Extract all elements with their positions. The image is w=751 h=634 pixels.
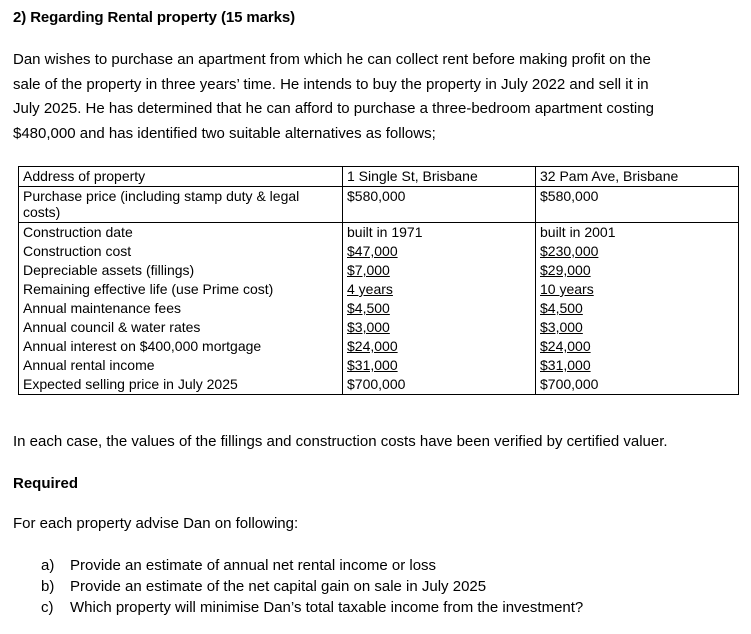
table-row xyxy=(19,375,739,395)
row-label: Purchase price (including stamp duty & legal costs) xyxy=(19,187,343,223)
property-a-value: 1 Single St, Brisbane xyxy=(343,167,536,187)
property-b-value: built in 2001 xyxy=(536,223,739,243)
table-row xyxy=(19,299,739,318)
table-row xyxy=(19,280,739,299)
intro-line: sale of the property in three years’ time. He intends to buy the property in July 2022 and sell it in xyxy=(13,75,649,93)
property-a-value: $47,000 xyxy=(347,243,398,259)
intro-line: $480,000 and has identified two suitable alternatives as follows; xyxy=(13,124,436,142)
property-a-value: $580,000 xyxy=(343,187,536,223)
row-label: Construction date xyxy=(19,223,343,243)
table-row xyxy=(19,242,739,261)
row-label: Remaining effective life (use Prime cost) xyxy=(19,280,343,299)
question-list xyxy=(41,555,583,618)
property-a-value: built in 1971 xyxy=(343,223,536,243)
property-b-value: $580,000 xyxy=(536,187,739,223)
property-b-value: $4,500 xyxy=(540,300,583,316)
table-row xyxy=(19,187,739,223)
property-a-value: $4,500 xyxy=(347,300,390,316)
property-a-value: $700,000 xyxy=(343,375,536,395)
required-heading: Required xyxy=(13,475,79,492)
property-a-value: $7,000 xyxy=(347,262,390,278)
table-row xyxy=(19,223,739,243)
property-b-value: $24,000 xyxy=(540,338,591,354)
valuation-note: In each case, the values of the fillings and construction costs have been verified by certified valuer. xyxy=(13,433,668,450)
property-comparison-table xyxy=(18,166,739,395)
list-item xyxy=(41,555,583,576)
list-marker: b) xyxy=(41,578,55,595)
property-b-value: $230,000 xyxy=(540,243,599,259)
table-row xyxy=(19,356,739,375)
property-b-value: 10 years xyxy=(540,281,594,297)
row-label: Address of property xyxy=(19,167,343,187)
row-label: Construction cost xyxy=(19,242,343,261)
property-a-value: $3,000 xyxy=(347,319,390,335)
table-row xyxy=(19,337,739,356)
question-text: Which property will minimise Dan’s total taxable income from the investment? xyxy=(70,599,584,616)
advise-instruction: For each property advise Dan on following: xyxy=(13,515,299,532)
row-label: Depreciable assets (fillings) xyxy=(19,261,343,280)
list-marker: a) xyxy=(41,557,55,574)
table-row xyxy=(19,318,739,337)
property-a-value: $24,000 xyxy=(347,338,398,354)
question-heading: 2) Regarding Rental property (15 marks) xyxy=(13,9,296,26)
list-item xyxy=(41,576,583,597)
property-b-value: $3,000 xyxy=(540,319,583,335)
row-label: Expected selling price in July 2025 xyxy=(19,375,343,395)
property-a-value: $31,000 xyxy=(347,357,398,373)
list-item xyxy=(41,597,583,618)
property-b-value: $700,000 xyxy=(536,375,739,395)
intro-line: July 2025. He has determined that he can afford to purchase a three-bedroom apartment costing xyxy=(13,100,654,117)
property-b-value: $31,000 xyxy=(540,357,591,373)
property-a-value: 4 years xyxy=(347,281,393,297)
row-label: Annual maintenance fees xyxy=(19,299,343,318)
question-text: Provide an estimate of annual net rental income or loss xyxy=(70,557,437,574)
table-row xyxy=(19,167,739,187)
list-marker: c) xyxy=(41,599,54,616)
table-row xyxy=(19,261,739,280)
question-text: Provide an estimate of the net capital gain on sale in July 2025 xyxy=(70,578,487,595)
property-b-value: $29,000 xyxy=(540,262,591,278)
intro-paragraph xyxy=(13,48,719,146)
row-label: Annual rental income xyxy=(19,356,343,375)
intro-line: Dan wishes to purchase an apartment from which he can collect rent before making profit on the xyxy=(13,51,651,68)
row-label: Annual council & water rates xyxy=(19,318,343,337)
property-b-value: 32 Pam Ave, Brisbane xyxy=(536,167,739,187)
row-label: Annual interest on $400,000 mortgage xyxy=(19,337,343,356)
